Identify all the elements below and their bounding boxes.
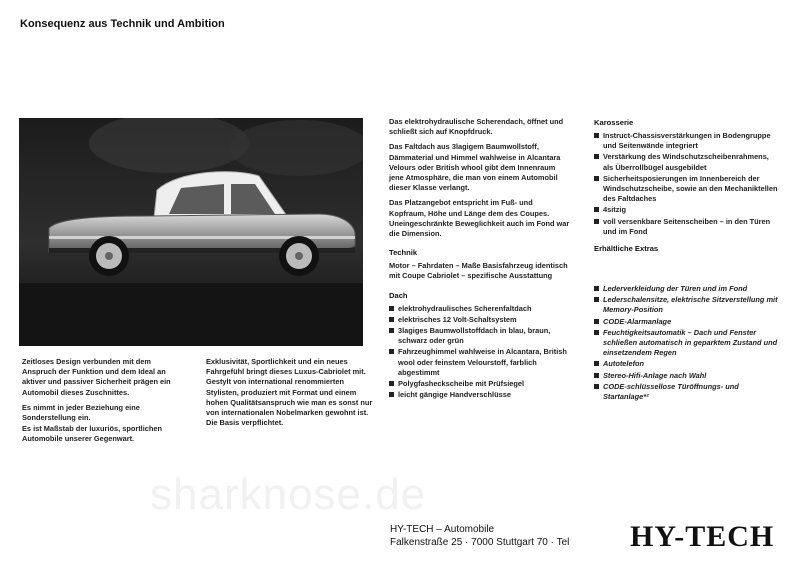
- list-item: Verstärkung des Windschutzscheibenrahmens, als Überrollbügel ausgebildet: [594, 152, 780, 172]
- list-item: Stereo-Hifi-Anlage nach Wahl: [594, 371, 780, 381]
- karosserie-list: [594, 131, 780, 237]
- car-photo: [19, 118, 363, 346]
- list-item: 4sitzig: [594, 205, 780, 215]
- dach-heading: Dach: [389, 290, 408, 300]
- list-item: elektrohydraulisches Scherenfaltdach: [389, 304, 571, 314]
- company-street: Falkenstraße 25 · 7000 Stuttgart 70 · Tel: [390, 537, 570, 548]
- karosserie-heading: Karosserie: [594, 118, 634, 127]
- dach-list: [389, 304, 571, 401]
- exclusivity-column: [206, 357, 374, 433]
- list-item: CODE-schlüssellose Türöffnungs- und Startanlage*²: [594, 382, 780, 402]
- list-item: Lederschalensitze, elektrische Sitzverstellung mit Memory-Position: [594, 295, 780, 315]
- page-title: Konsequenz aus Technik und Ambition: [20, 18, 225, 30]
- hytech-logo: [630, 518, 775, 552]
- extras-heading: Erhältliche Extras: [594, 244, 659, 254]
- intro-paragraph-3: Es ist Maßstab der luxuriös, sportlichen Automobile unserer Gegenwart.: [22, 424, 163, 444]
- company-address: [390, 523, 569, 549]
- roof-paragraph-1: Das elektrohydraulische Scherendach, öffnet und schließt sich auf Knopfdruck.: [389, 117, 564, 137]
- intro-paragraph-2: Es nimmt in jeder Beziehung eine Sonderstellung ein.: [22, 402, 140, 423]
- intro-column: [22, 357, 187, 450]
- list-item: Instruct-Chassisverstärkungen in Bodengruppe und Seitenwände integriert: [594, 131, 780, 151]
- exclusivity-paragraph: Exklusivität, Sportlichkeit und ein neues Fahrgefühl bringt dieses Luxus-Cabriolet mit. Gestylt von international renommierten Stylisten, produziert mit Format und einem hohen Qualitätsanspruch wie man es sonst nur von internationalen Nobelmarken gewohnt ist. Die Basis verpflichtet.: [206, 357, 373, 428]
- list-item: Fahrzeughimmel wahlweise in Alcantara, British wool oder feinstem Velourstoff, farblich abgestimmt: [389, 347, 571, 378]
- list-item: 3lagiges Baumwollstoffdach in blau, braun, schwarz oder grün: [389, 326, 571, 346]
- list-item: voll versenkbare Seitenscheiben – in den Türen und im Fond: [594, 217, 780, 237]
- list-item: Lederverkleidung der Türen und im Fond: [594, 284, 780, 294]
- list-item: leicht gängige Handverschlüsse: [389, 390, 571, 400]
- roof-paragraph-2: Das Faltdach aus 3lagigem Baumwollstoff, Dämmaterial und Himmel wahlweise in Alcantara Velours oder British whool gibt dem Innenraum jene Atmosphäre, die man von einem Automobil dieser Klasse verlangt.: [389, 142, 561, 193]
- roof-paragraph-3: Das Platzangebot entspricht im Fuß- und Kopfraum, Höhe und Länge dem des Coupes. Uneingeschränkte Beweglichkeit auch im Fond war die Dimension.: [389, 198, 570, 239]
- features-column: [594, 117, 780, 403]
- watermark-text: sharknose.de: [150, 470, 427, 519]
- extras-list: [594, 284, 780, 402]
- list-item: Sicherheitsposierungen im Innenbereich der Windschutzscheibe, sowie an den Mechaniktellen des Faltdaches: [594, 174, 780, 205]
- list-item: Polygfasheckscheibe mit Prüfsiegel: [389, 379, 571, 389]
- list-item: Feuchtigkeitsautomatik – Dach und Fenster schließen automatisch in geparktem Zustand und einsetzendem Regen: [594, 328, 780, 359]
- intro-paragraph: Zeitloses Design verbunden mit dem Anspruch der Funktion und dem Ideal an aktiver und passiver Sicherheit prägen ein Automobil dieses Zuschnittes.: [22, 357, 171, 397]
- company-name: HY-TECH – Automobile: [390, 524, 495, 535]
- list-item: Autotelefon: [594, 359, 780, 369]
- list-item: CODE-Alarmanlage: [594, 317, 780, 327]
- list-item: elektrisches 12 Volt-Schaltsystem: [389, 315, 571, 325]
- roof-column: [389, 117, 571, 401]
- logo-text: HY-TECH: [630, 520, 775, 552]
- technik-text: Motor – Fahrdaten – Maße Basisfahrzeug identisch mit Coupe Cabriolet – spezifische Ausstattung: [389, 261, 568, 281]
- technik-heading: Technik: [389, 248, 418, 258]
